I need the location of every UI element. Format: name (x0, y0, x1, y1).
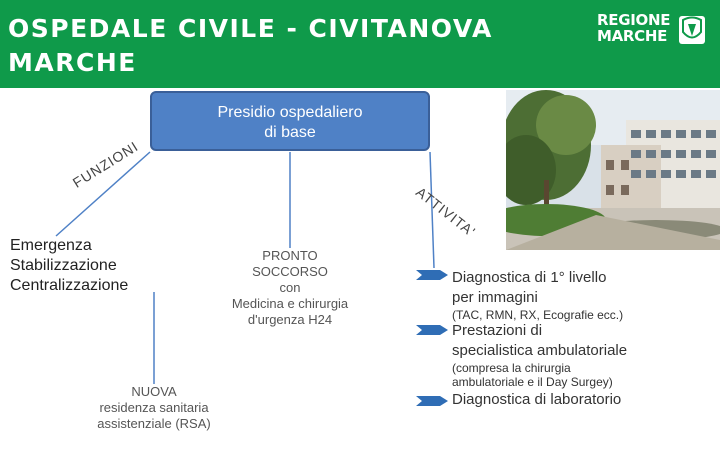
pronto-line: SOCCORSO (252, 264, 328, 279)
attivita-note (452, 308, 623, 322)
logo-line-1: REGIONE (597, 11, 671, 29)
pronto-soccorso-text (215, 248, 365, 328)
attivita-text: ATTIVITA' (413, 183, 479, 241)
presidio-line-2: di base (264, 124, 316, 141)
funzioni-item: Emergenza (10, 237, 92, 254)
presidio-line-1: Presidio ospedaliero (217, 104, 363, 121)
rsa-line: residenza sanitaria (99, 400, 209, 415)
attivita-note-line: (TAC, RMN, RX, Ecografie ecc.) (452, 308, 624, 322)
pronto-line: d'urgenza H24 (247, 312, 333, 327)
rsa-line: assistenziale (RSA) (97, 416, 211, 431)
funzioni-list (10, 236, 128, 296)
pronto-line: Medicina e chirurgia (231, 296, 349, 311)
attivita-line: specialistica ambulatoriale (452, 342, 628, 359)
arrow-bullet-icon (416, 270, 448, 280)
attivita-note (452, 361, 613, 389)
arrow-bullet-icon (416, 325, 448, 335)
attivita-line: Diagnostica di laboratorio (452, 391, 622, 408)
pronto-line: PRONTO (262, 248, 318, 263)
arrow-bullet-icon (416, 396, 448, 406)
attivita-item-diagnostica-immagini (452, 268, 606, 308)
title-line-2: MARCHE (8, 48, 137, 77)
funzioni-item: Centralizzazione (10, 277, 129, 294)
pronto-line: con (279, 280, 301, 295)
funzioni-item: Stabilizzazione (10, 257, 117, 274)
attivita-line: Prestazioni di (452, 322, 543, 339)
attivita-item-laboratorio (452, 390, 621, 410)
attivita-line: per immagini (452, 289, 538, 306)
attivita-item-specialistica (452, 321, 627, 361)
attivita-note-line: ambulatoriale e il Day Surgey) (452, 375, 613, 389)
rsa-text (84, 384, 224, 432)
funzioni-text: FUNZIONI (69, 137, 142, 191)
rsa-line: NUOVA (131, 384, 177, 399)
logo-line-2: MARCHE (597, 27, 668, 45)
attivita-note-line: (compresa la chirurgia (452, 361, 571, 375)
attivita-line: Diagnostica di 1° livello (452, 269, 607, 286)
title-line-1: OSPEDALE CIVILE - CIVITANOVA (8, 14, 493, 43)
